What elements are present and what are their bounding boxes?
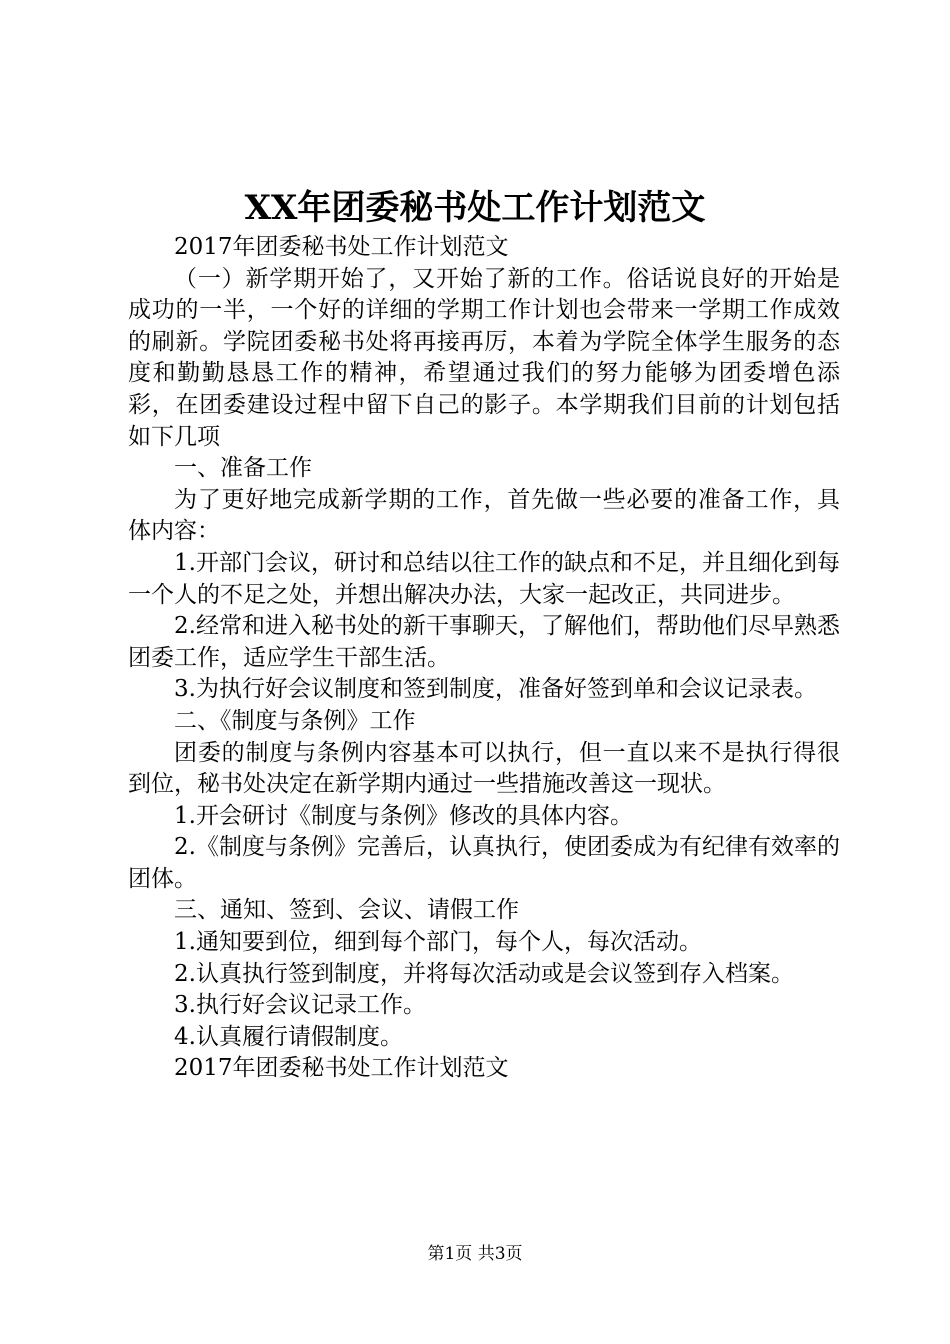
paragraph: （一）新学期开始了，又开始了新的工作。俗话说良好的开始是成功的一半，一个好的详细的学期工作计划也会带来一学期工作成效的刷新。学院团委秘书处将再接再厉，本着为学院全体学生服务的态度和勤勤恳恳工作的精神，希望通过我们的努力能够为团委增色添彩，在团委建设过程中留下自己的影子。本学期我们目前的计划包括如下几项 — [128, 265, 840, 450]
list-item: 1.开部门会议，研讨和总结以往工作的缺点和不足，并且细化到每一个人的不足之处，并想出解决办法，大家一起改正，共同进步。 — [128, 549, 840, 608]
paragraph: 团委的制度与条例内容基本可以执行，但一直以来不是执行得很到位，秘书处决定在新学期内通过一些措施改善这一现状。 — [128, 739, 840, 798]
paragraph: 2017年团委秘书处工作计划范文 — [174, 234, 509, 260]
list-item: 2.经常和进入秘书处的新干事聊天，了解他们，帮助他们尽早熟悉团委工作，适应学生干部生活。 — [128, 613, 840, 671]
list-item: 2.认真执行签到制度，并将每次活动或是会议签到存入档案。 — [174, 960, 794, 987]
list-item: 3.执行好会议记录工作。 — [174, 992, 426, 1019]
list-item: 4.认真履行请假制度。 — [174, 1023, 403, 1050]
section-heading: 二、《制度与条例》工作 — [174, 707, 416, 734]
paragraph: 2017年团委秘书处工作计划范文 — [174, 1055, 509, 1082]
section-heading: 三、通知、签到、会议、请假工作 — [174, 897, 519, 924]
section-heading: 一、准备工作 — [174, 455, 312, 482]
list-item: 2.《制度与条例》完善后，认真执行，使团委成为有纪律有效率的团体。 — [128, 834, 840, 892]
page-footer: 第1页 共3页 — [427, 1244, 523, 1264]
paragraph: 为了更好地完成新学期的工作，首先做一些必要的准备工作，具体内容： — [128, 486, 840, 545]
list-item: 1.通知要到位，细到每个部门，每个人，每次活动。 — [174, 929, 702, 956]
list-item: 1.开会研讨《制度与条例》修改的具体内容。 — [174, 802, 633, 829]
list-item: 3.为执行好会议制度和签到制度，准备好签到单和会议记录表。 — [174, 676, 817, 703]
document-body — [128, 232, 840, 1085]
document-title: XX年团委秘书处工作计划范文 — [244, 188, 706, 228]
